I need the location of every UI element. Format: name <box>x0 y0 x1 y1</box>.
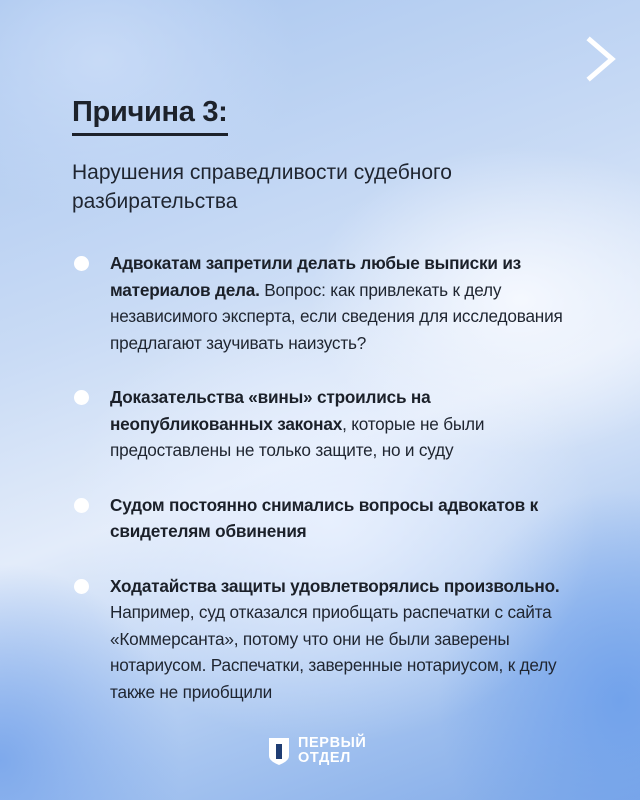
item-bold-text: Адвокатам запретили делать любые выписки из материалов дела. <box>110 253 522 300</box>
list-item <box>74 384 594 464</box>
item-bold-text: Судом постоянно снимались вопросы адвокатов к свидетелям обвинения <box>110 494 538 541</box>
next-arrow-icon[interactable] <box>582 34 622 84</box>
reasons-list <box>74 250 594 705</box>
item-text: , которые не были предоставлены не только защите, но и суду <box>110 413 485 460</box>
item-text: Например, суд отказался приобщать распечатки с сайта «Коммерсанта», потому что они не были заверены нотариусом. Распечатки, заверенные нотариусом, к делу также не приобщили <box>110 602 557 702</box>
brand-logo-line1: ПЕРВЫЙ <box>298 735 367 751</box>
list-item <box>74 573 594 706</box>
brand-logo-line2: ОТДЕЛ <box>298 750 351 766</box>
bullet-icon <box>74 579 89 594</box>
item-text: Вопрос: как привлекать к делу независимого эксперта, если сведения для исследования предлагают заучивать наизусть? <box>110 279 563 353</box>
list-item <box>74 250 594 356</box>
brand-logo <box>268 733 366 769</box>
item-bold-text: Ходатайства защиты удовлетворялись произвольно. <box>110 575 560 596</box>
bullet-icon <box>74 498 89 513</box>
bullet-icon <box>74 256 89 271</box>
brand-logo-text <box>298 736 366 766</box>
item-bold-text: Доказательства «вины» строились на неопубликованных законах <box>110 387 431 434</box>
shield-icon <box>268 736 290 766</box>
page-subtitle: Нарушения справедливости судебного разбирательства <box>72 161 452 213</box>
list-item <box>74 492 594 545</box>
page-title: Причина 3: <box>72 96 228 136</box>
bullet-icon <box>74 390 89 405</box>
